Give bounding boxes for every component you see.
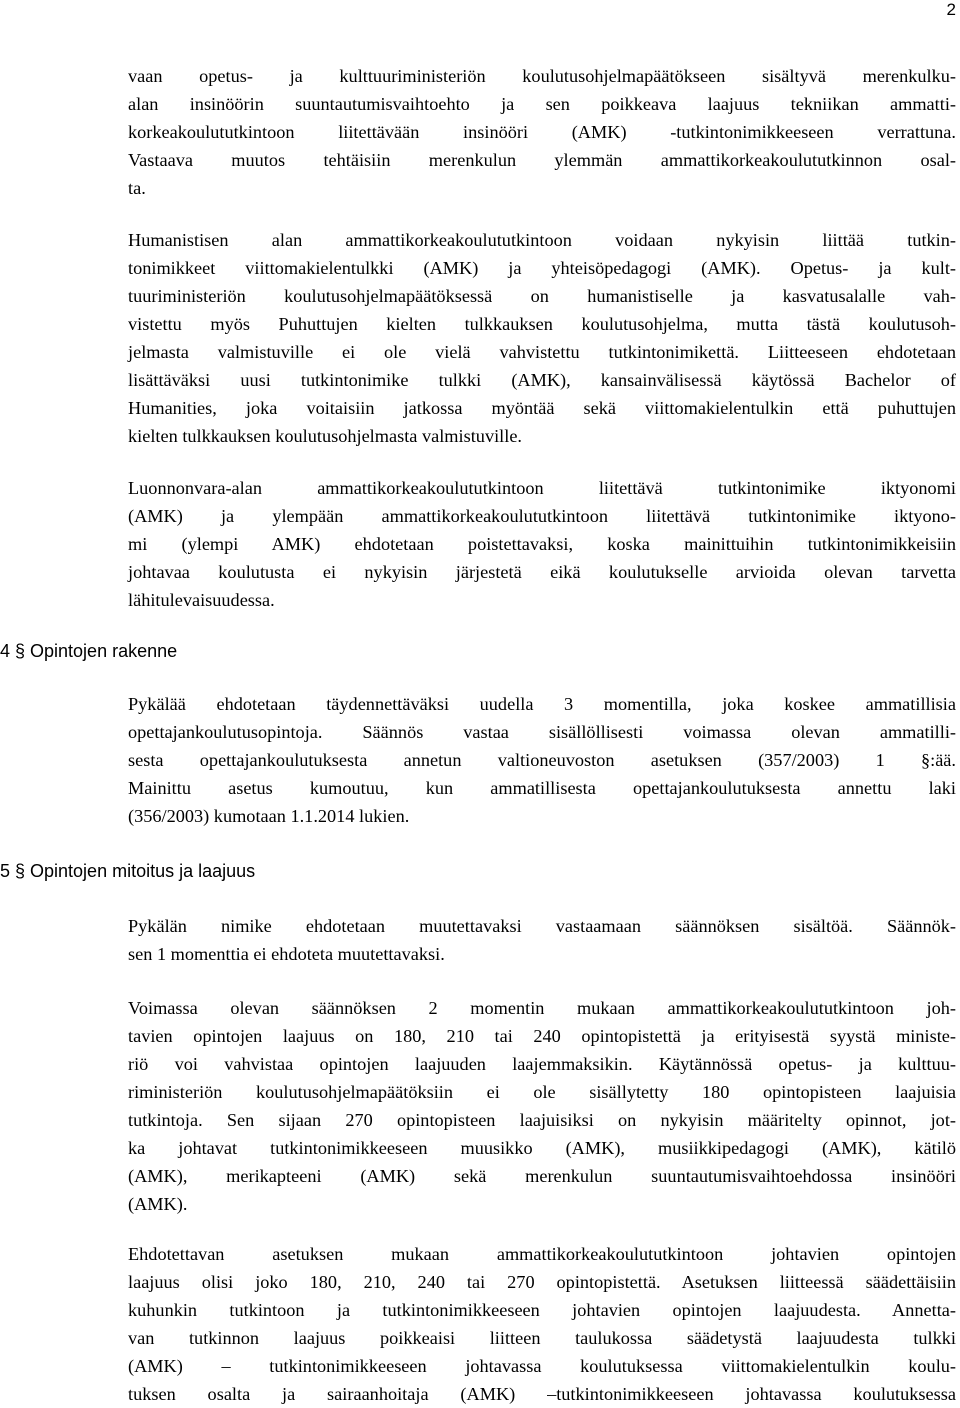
text-line: riö voi vahvistaa opintojen laajuuden laajemmaksikin. Käytännössä opetus- ja kulttuu- [128, 1054, 956, 1074]
text-line: kielten tulkkauksen koulutusohjelmasta valmistuville. [128, 426, 523, 446]
text-line: Luonnonvara-alan ammattikorkeakoulututkintoon liitettävä tutkintonimike iktyonomi [128, 478, 956, 498]
paragraph-humanities [128, 226, 956, 450]
paragraph-current-scope [128, 994, 956, 1218]
text-line: vaan opetus- ja kulttuuriministeriön koulutusohjelmapäätökseen sisältyvä merenkulku- [128, 66, 956, 86]
text-line: Humanities, joka voitaisiin jatkossa myöntää sekä viittomakielentulkin että puhuttujen [128, 398, 956, 418]
text-line: tavien opintojen laajuus on 180, 210 tai 240 opintopistettä ja erityisestä syystä ministe- [128, 1026, 956, 1046]
text-line: sen 1 momenttia ei ehdoteta muutettavaksi. [128, 944, 445, 964]
text-line: tuksen osalta ja sairaanhoitaja (AMK) –tutkintonimikkeeseen johtavassa koulutuksessa [128, 1384, 956, 1404]
text-line: alan insinöörin suuntautumisvaihtoehto ja sen poikkeava laajuus tekniikan ammatti- [128, 94, 956, 114]
text-line: lähitulevaisuudessa. [128, 590, 275, 610]
text-line: Voimassa olevan säännöksen 2 momentin mukaan ammattikorkeakoulututkintoon joh- [128, 998, 956, 1018]
paragraph-teacher-education [128, 690, 956, 830]
text-line: ka johtavat tutkintonimikkeeseen muusikko (AMK), musiikkipedagogi (AMK), kätilö [128, 1138, 956, 1158]
text-line: jelmasta valmistuville ei ole vielä vahvistettu tutkintonimikettä. Liitteeseen ehdotetaan [128, 342, 956, 362]
section-heading-4: 4 § Opintojen rakenne [0, 641, 178, 661]
text-line: (356/2003) kumotaan 1.1.2014 lukien. [128, 806, 410, 826]
text-line: Ehdotettavan asetuksen mukaan ammattikorkeakoulututkintoon johtavien opintojen [128, 1244, 956, 1264]
text-line: Pykälän nimike ehdotetaan muutettavaksi vastaamaan säännöksen sisältöä. Säännök- [128, 916, 956, 936]
text-line: johtavaa koulutusta ei nykyisin järjestetä eikä koulutukselle arvioida olevan tarvetta [128, 562, 956, 582]
text-line: tonimikkeet viittomakielentulkki (AMK) ja yhteisöpedagogi (AMK). Opetus- ja kult- [128, 258, 956, 278]
text-line: tuuriministeriön koulutusohjelmapäätöksessä on humanistiselle ja kasvatusalalle vah- [128, 286, 956, 306]
text-line: korkeakoulututkintoon liitettävään insinööri (AMK) -tutkintonimikkeeseen verrattuna. [128, 122, 956, 142]
text-line: laajuus olisi joko 180, 210, 240 tai 270 opintopistettä. Asetuksen liitteessä säädettäisiin [128, 1272, 956, 1292]
text-line: tutkintoja. Sen sijaan 270 opintopisteen laajuisiksi on nykyisin määritelty opinnot, jot- [128, 1110, 956, 1130]
text-line: lisättäväksi uusi tutkintonimike tulkki (AMK), kansainvälisessä käytössä Bachelor of [128, 370, 956, 390]
text-line: (AMK). [128, 1194, 188, 1214]
text-line: sesta opettajankoulutuksesta annetun valtioneuvoston asetuksen (357/2003) 1 §:ää. [128, 750, 956, 770]
text-line: kuhunkin tutkintoon ja tutkintonimikkeeseen johtavien opintojen laajuudesta. Annetta- [128, 1300, 956, 1320]
text-line: van tutkinnon laajuus poikkeaisi liitteen taulukossa säädetystä laajuudesta tulkki [128, 1328, 956, 1348]
paragraph-maritime-engineering [128, 62, 956, 202]
section-heading-5: 5 § Opintojen mitoitus ja laajuus [0, 861, 256, 881]
text-line: opettajankoulutusopintoja. Säännös vastaa sisällöllisesti voimassa olevan ammatilli- [128, 722, 956, 742]
text-line: ta. [128, 178, 146, 198]
text-line: riministeriön koulutusohjelmapäätöksiin ei ole sisällytetty 180 opintopisteen laajuisia [128, 1082, 956, 1102]
text-line: mi (ylempi AMK) ehdotetaan poistettavaksi, koska mainittuihin tutkintonimikkeisiin [128, 534, 956, 554]
paragraph-title-change [128, 912, 956, 968]
text-line: Vastaava muutos tehtäisiin merenkulun ylemmän ammattikorkeakoulututkinnon osal- [128, 150, 956, 170]
text-line: Mainittu asetus kumoutuu, kun ammatillisesta opettajankoulutuksesta annettu laki [128, 778, 956, 798]
paragraph-natural-resources [128, 474, 956, 614]
text-line: Pykälää ehdotetaan täydennettäväksi uudella 3 momentilla, joka koskee ammatillisia [128, 694, 956, 714]
text-line: (AMK), merikapteeni (AMK) sekä merenkulun suuntautumisvaihtoehdossa insinööri [128, 1166, 956, 1186]
text-line: (AMK) ja ylempään ammattikorkeakoulututkintoon liitettävä tutkintonimike iktyono- [128, 506, 956, 526]
text-line: Humanistisen alan ammattikorkeakoulututkintoon voidaan nykyisin liittää tutkin- [128, 230, 956, 250]
text-line: vistettu myös Puhuttujen kielten tulkkauksen koulutusohjelma, mutta tästä koulutusoh- [128, 314, 956, 334]
page-number: 2 [946, 0, 956, 19]
paragraph-proposed-scope [128, 1240, 956, 1408]
text-line: (AMK) – tutkintonimikkeeseen johtavassa koulutuksessa viittomakielentulkin koulu- [128, 1356, 956, 1376]
